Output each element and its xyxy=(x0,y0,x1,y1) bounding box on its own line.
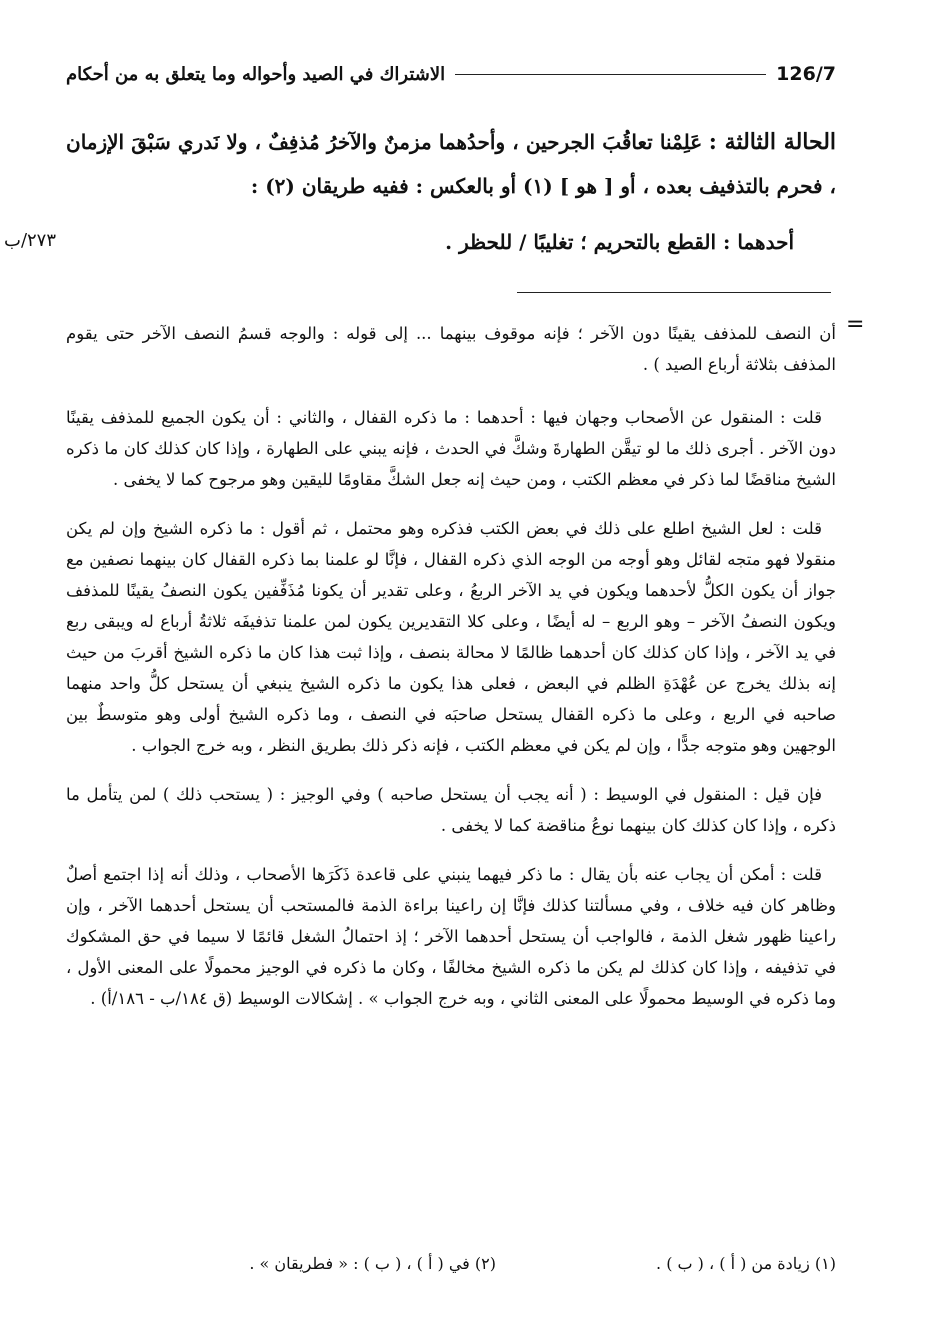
main-text xyxy=(66,120,836,264)
continuation-mark: = xyxy=(846,312,865,337)
page-header xyxy=(66,56,836,92)
running-title: الاشتراك في الصيد وأحواله وما يتعلق به من أحكام xyxy=(66,63,446,85)
note-paragraph: قلت : أمكن أن يجاب عنه بأن يقال : ما ذكر فيهما ينبني على قاعدة ذَكَرَها الأصحاب ، وذلك أنه إذا اجتمع أصلٌ وظاهر كان فيه خلاف ، وفي مسألتنا كذلك فإنَّا إن راعينا براءة الذمة فالمستحب أن يستحل أحدهما الآخر ، وإن راعينا ظهور شغل الذمة ، فالواجب أن يستحل أحدهما الآخر ؛ إذ احتمالُ الشغل قائمًا لا سيما في حق المشكوك في تذفيفه ، وإذا كان كذلك لم يكن ما ذكره الشيخ مخالفًا ، وكان ما ذكره في الوجيز محمولًا على المعنى الأول ، وما ذكره في الوسيط محمولًا على المعنى الثاني ، وبه خرج الجواب » . إشكالات الوسيط (ق ١٨٤/ب - ١٨٦/أ) . xyxy=(66,865,836,1008)
case-text: عَلِمْنا تعاقُبَ الجرحين ، وأحدُهما مزمنٌ والآخرُ مُذفِفٌ ، ولا نَدري سَبْقَ الإزمان ، فحرم بالتذفيف بعده ، أو [ هو ] (١) أو بالعكس : ففيه طريقان (٢) : xyxy=(66,130,836,198)
page-number: 126/7 xyxy=(776,63,836,85)
main-paragraph-2: أحدهما : القطع بالتحريم ؛ تغليبًا / للحظر . xyxy=(445,230,794,254)
margin-manuscript-ref: ٢٧٣/ب xyxy=(4,230,57,251)
case-label: الحالة الثالثة : xyxy=(708,129,837,155)
note-paragraph: قلت : لعل الشيخ اطلع على ذلك في بعض الكتب فذكره وهو محتمل ، ثم أقول : ما ذكره الشيخ وإن لم يكن منقولا فهو متجه لقائل وهو أوجه من الوجه الذي ذكره القفال ، فإنَّا لو علمنا بما ذكره القفال كان بينهما نصفين مع جواز أن يكون الكلُّ لأحدهما ويكون في يد الآخر الربعُ ، وعلى تقدير أن يكونا مُذَفِّفين يكون النصفُ يقينًا للمذفف ويكون النصفُ الآخر – وهو الربع – له أيضًا ، وعلى كلا التقديرين يكون لمن علمنا تذفيفَه ثلاثةُ أرباع له ويبقى ربع في يد الآخر ، وإذا كان كذلك كان أحدهما ظالمًا لا محالة بنصف ، وإذا ثبت هذا كان ما ذكره الشيخ أقربَ من حيث إنه بذلك يخرج عن عُهْدَةِ الظلم في البعض ، فعلى هذا يكون ما ذكره الشيخ ينبغي أن يستحل كلُّ واحد منهما صاحبه في الربع ، وعلى ما ذكره القفال يستحل صاحبَه في النصف ، وما ذكره الشيخ أولى وهو متوسطٌ بين الوجهين وهو متوجه جدًّا ، وإن لم يكن في معظم الكتب ، فإنه ذكر ذلك بطريق النظر ، وبه خرج الجواب . xyxy=(66,519,836,755)
footnote-separator xyxy=(517,292,831,293)
note-paragraph: فإن قيل : المنقول في الوسيط : ( أنه يجب أن يستحل صاحبه ) وفي الوجيز : ( يستحب ذلك ) لمن يتأمل ما ذكره ، وإذا كان كذلك كان بينهما نوعُ مناقضة كما لا يخفى . xyxy=(66,785,836,835)
footnotes xyxy=(66,1254,836,1284)
header-rule xyxy=(455,74,766,75)
note-paragraph: قلت : المنقول عن الأصحاب وجهان فيها : أحدهما : ما ذكره القفال ، والثاني : أن يكون الجميع للمذفف يقينًا دون الآخر . أجرى ذلك ما لو تيقَّن الطهارةَ وشكَّ في الحدث ، فإنه يبني على الطهارة ، وإذا كان كذلك كان ما ذكره الشيخ مناقضًا لما ذكر في معظم الكتب ، ومن حيث إنه جعل الشكَّ مقاومًا لليقين وهو مرجوح كما لا يخفى . xyxy=(66,408,836,489)
note-paragraph: أن النصف للمذفف يقينًا دون الآخر ؛ فإنه موقوف بينهما ... إلى قوله : والوجه قسمُ النصف الآخر حتى يقوم المذفف بثلاثة أرباع الصيد ) . xyxy=(66,324,836,374)
footnote-2: (٢) في ( أ ) ، ( ب ) : « فطريقان » . xyxy=(249,1254,496,1273)
main-paragraph-1 xyxy=(66,120,836,208)
footnote-1: (١) زيادة من ( أ ) ، ( ب ) . xyxy=(656,1254,836,1273)
commentary-notes xyxy=(66,318,836,1032)
